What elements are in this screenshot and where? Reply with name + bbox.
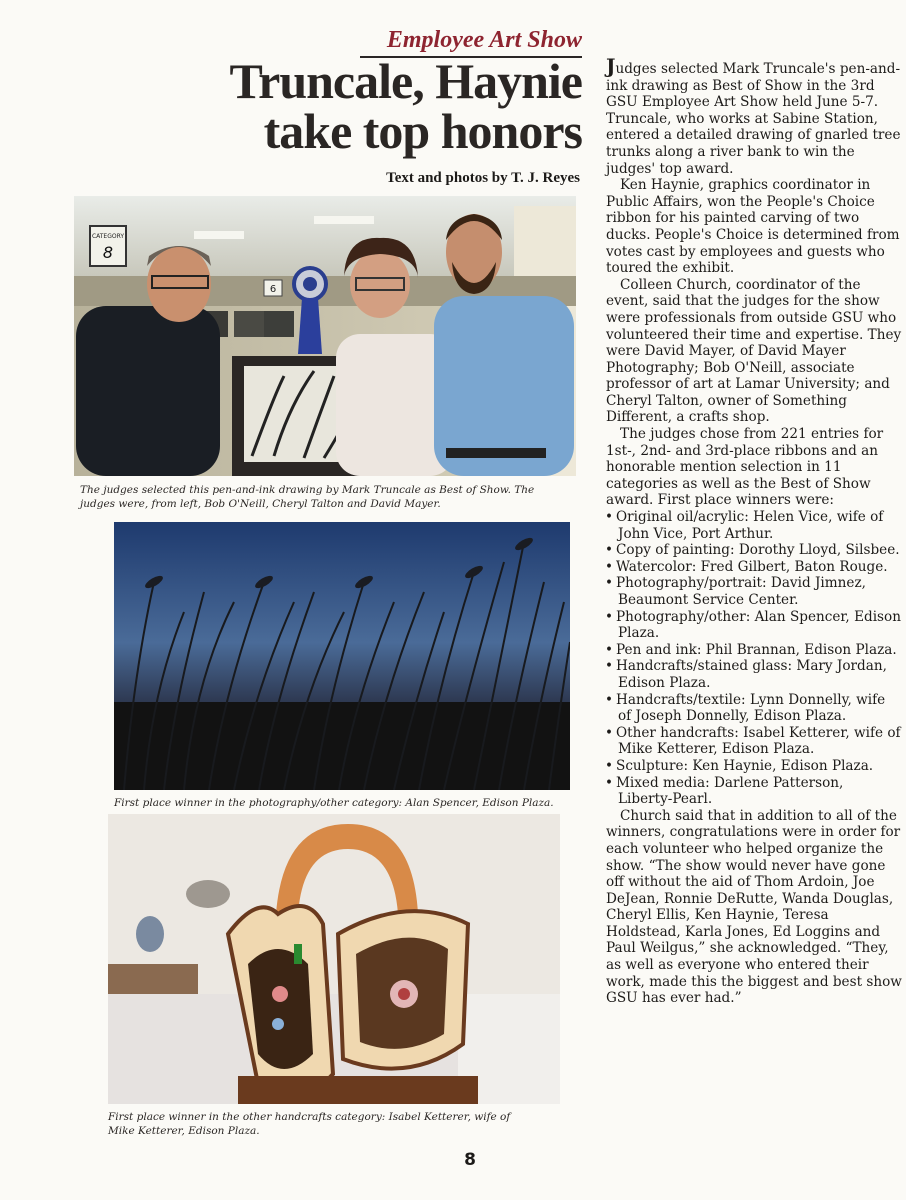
category-sign [90,226,126,266]
reeds-photo-caption: First place winner in the photography/other category: Alan Spencer, Edison Plaza. [114,797,554,809]
judges-photo-caption: The judges selected this pen-and-ink drawing by Mark Truncale as Best of Show. The judges were, from left, Bob O'Neill, Cheryl Talton and David Mayer. [80,484,535,510]
winner-item: • Original oil/acrylic: Helen Vice, wife of John Vice, Port Arthur. [606,509,902,542]
handcraft-photo-image [108,814,560,1104]
article-paragraph-1-text: udges selected Mark Truncale's pen-and-ink drawing as Best of Show in the 3rd GSU Employee Art Show held June 5-7. Truncale, who works at Sabine Station, entered a detailed drawing of gnarled tree trunks along a river bank to win the judges' top award. [606,61,901,177]
entry-tag-number: 6 [269,284,277,295]
article-paragraph-4: The judges chose from 221 entries for 1st-, 2nd- and 3rd-place ribbons and an honorable mention selection in 11 categories as well as the Best of Show award. First place winners were: [606,426,884,509]
winner-item: • Handcrafts/textile: Lynn Donnelly, wife of Joseph Donnelly, Edison Plaza. [606,692,902,725]
article-body [606,54,902,1007]
headline-line-1: Truncale, Haynie [229,53,582,109]
drop-cap: J [606,54,616,78]
winner-item: • Photography/portrait: David Jimnez, Beaumont Service Center. [606,575,902,608]
category-sign-label: CATEGORY [91,233,125,240]
page-number: 8 [464,1150,476,1170]
category-sign-number: 8 [102,243,114,262]
handcraft-photo-caption: First place winner in the other handcrafts category: Isabel Ketterer, wife of Mike Ketterer, Edison Plaza. [108,1111,511,1137]
byline: Text and photos by T. J. Reyes [386,170,580,186]
article-paragraph-5: Church said that in addition to all of the winners, congratulations were in order for each volunteer who helped organize the show. “The show would never have gone off without the aid of Thom Ardoin, Joe DeJean, Ronnie DeRutte, Wanda Douglas, Cheryl Ellis, Ken Haynie, Teresa Holdstead, Karla Jones, Ed Loggins and Paul Weilgus,” she acknowledged. “They, as well as everyone who entered their work, made this the biggest and best show GSU has ever had.” [606,807,902,1007]
headline-line-2: take top honors [263,103,582,159]
winner-item: • Other handcrafts: Isabel Ketterer, wife of Mike Ketterer, Edison Plaza. [606,725,902,758]
winner-item: • Pen and ink: Phil Brannan, Edison Plaza. [606,642,902,659]
winner-item: • Watercolor: Fred Gilbert, Baton Rouge. [606,559,902,576]
winners-list [606,509,902,808]
article-paragraph-1 [606,54,902,177]
winner-item: • Photography/other: Alan Spencer, Edison Plaza. [606,609,902,642]
handcraft-photo [108,814,560,1104]
winner-item: • Sculpture: Ken Haynie, Edison Plaza. [606,758,902,775]
reeds-photo [114,522,570,790]
judges-photo [74,196,576,476]
entry-tag [264,280,282,296]
judges-photo-image [74,196,576,476]
winner-item: • Handcrafts/stained glass: Mary Jordan, Edison Plaza. [606,658,902,691]
right-panel [338,911,468,1068]
reeds-photo-image [114,522,570,790]
article-paragraph-2: Ken Haynie, graphics coordinator in Public Affairs, won the People's Choice ribbon for his painted carving of two ducks. People's Choice is determined from votes cast by employees and guests who toured the exhibit. [606,177,900,277]
winner-item: • Copy of painting: Dorothy Lloyd, Silsbee. [606,542,902,559]
headline [170,53,582,159]
winner-item: • Mixed media: Darlene Patterson, Liberty-Pearl. [606,775,902,808]
article-paragraph-3: Colleen Church, coordinator of the event, said that the judges for the show were professionals from outside GSU who volunteered their time and expertise. They were David Mayer, of David Mayer Photography; Bob O'Neill, associate professor of art at Lamar University; and Cheryl Talton, owner of Something Different, a crafts shop. [606,276,902,426]
section-kicker: Employee Art Show [360,26,582,58]
